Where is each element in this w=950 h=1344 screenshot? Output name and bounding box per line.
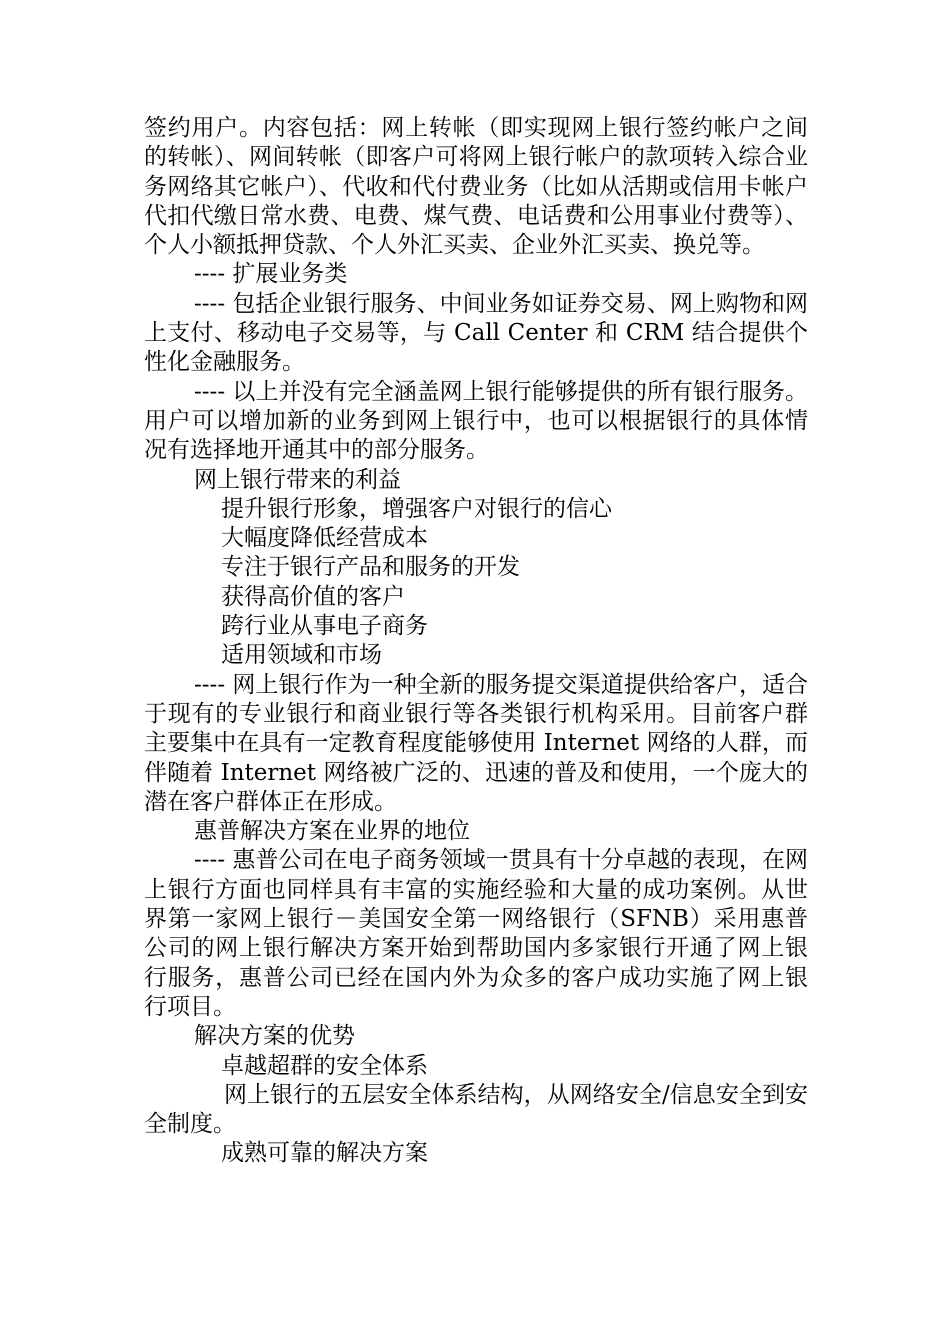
list-item: 大幅度降低经营成本 — [221, 525, 428, 552]
heading-advantages: 解决方案的优势 — [194, 1023, 355, 1050]
list-item: 专注于银行产品和服务的开发 — [221, 554, 520, 581]
paragraph-market: ---- 网上银行作为一种全新的服务提交渠道提供给客户，适合于现有的专业银行和商业银行等各类银行机构采用。目前客户群主要集中在具有一定教育程度能够使用 Internet 网络的人群，而伴随着 Internet 网络被广泛的、迅速的普及和使用，一个庞大的潜在客户群体正在形成。 — [144, 671, 808, 815]
list-item: 提升银行形象，增强客户对银行的信心 — [221, 495, 612, 522]
paragraph-signed-users: 签约用户。内容包括：网上转帐（即实现网上银行签约帐户之间的转帐）、网间转帐（即客户可将网上银行帐户的款项转入综合业务网络其它帐户）、代收和代付费业务（比如从活期或信用卡帐户代扣代缴日常水费、电费、煤气费、电话费和公用事业付费等）、个人小额抵押贷款、个人外汇买卖、企业外汇买卖、换兑等。 — [144, 115, 808, 259]
paragraph-extended-services: ---- 包括企业银行服务、中间业务如证券交易、网上购物和网上支付、移动电子交易等，与 Call Center 和 CRM 结合提供个性化金融服务。 — [144, 290, 808, 376]
subheading-reliable-solution: 成熟可靠的解决方案 — [221, 1140, 428, 1167]
list-item: 获得高价值的客户 — [221, 583, 405, 610]
heading-benefits: 网上银行带来的利益 — [194, 466, 401, 493]
heading-hp-position: 惠普解决方案在业界的地位 — [194, 818, 470, 845]
heading-extended-services: ---- 扩展业务类 — [194, 261, 348, 288]
document-body — [144, 114, 808, 1169]
paragraph-coverage-note: ---- 以上并没有完全涵盖网上银行能够提供的所有银行服务。用户可以增加新的业务到网上银行中，也可以根据银行的具体情况有选择地开通其中的部分服务。 — [144, 378, 808, 464]
list-item: 跨行业从事电子商务 — [221, 613, 428, 640]
paragraph-security: 网上银行的五层安全体系结构，从网络安全/信息安全到安全制度。 — [144, 1081, 808, 1138]
subheading-security: 卓越超群的安全体系 — [221, 1052, 428, 1079]
list-item: 适用领域和市场 — [221, 642, 382, 669]
paragraph-hp-position: ---- 惠普公司在电子商务领域一贯具有十分卓越的表现，在网上银行方面也同样具有丰富的实施经验和大量的成功案例。从世界第一家网上银行－美国安全第一网络银行（SFNB）采用惠普公司的网上银行解决方案开始到帮助国内多家银行开通了网上银行服务，惠普公司已经在国内外为众多的客户成功实施了网上银行项目。 — [144, 847, 808, 1020]
